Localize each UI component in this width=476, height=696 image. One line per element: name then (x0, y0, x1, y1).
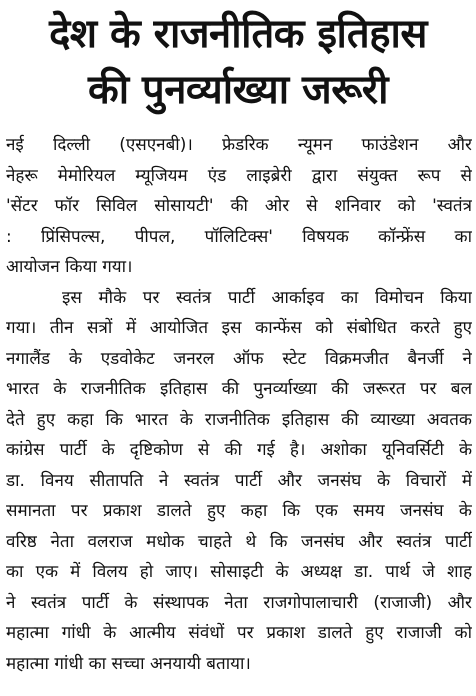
article-line: इस मौके पर स्वतंत्र पार्टी आर्काइव का विमोचन किया (62, 287, 472, 308)
article-line: भारत के राजनीतिक इतिहास की पुनर्व्याख्या की जरूरत पर बल (6, 379, 472, 399)
headline-line-2: की पुनर्व्याख्या जरूरी (87, 67, 389, 113)
article-line: वरिष्ठ नेता वलराज मधोक चाहते थे कि जनसंघ और स्वतंत्र पार्टी (6, 531, 472, 552)
article-line: आयोजन किया गया। (6, 257, 133, 277)
article-body (6, 130, 472, 679)
article-line: : प्रिंसिपल्स, पीपल, पॉलिटिक्स' विषयक कॉन्फ्रेंस का (6, 226, 472, 247)
article-line: नेहरू मेमोरियल म्यूजियम एंड लाइब्रेरी द्वारा संयुक्त रूप से (6, 165, 472, 186)
article-line: डा. विनय सीतापति ने स्वतंत्र पार्टी और जनसंघ के विचारों में (6, 470, 472, 491)
article-line: 'सेंटर फॉर सिविल सोसायटी' की ओर से शनिवार को 'स्वतंत्र (6, 196, 472, 216)
article-line: ने स्वतंत्र पार्टी के संस्थापक नेता राजगोपालाचारी (राजाजी) और (6, 592, 472, 613)
headline (0, 0, 476, 118)
article-line: समानता पर प्रकाश डालते हुए कहा कि एक समय जनसंघ के (6, 501, 472, 521)
article-line: नई दिल्ली (एसएनबी)। फ्रेडरिक न्यूमन फाउंडेशन और (6, 135, 472, 155)
headline-line-1: देश के राजनीतिक इतिहास (49, 11, 427, 57)
article-line: कांग्रेस पार्टी के दृष्टिकोण से की गई है। अशोका यूनिवर्सिटी के (6, 440, 472, 460)
article-line: महात्मा गांधी का सच्चा अनयायी बताया। (6, 653, 251, 674)
article-line: गया। तीन सत्रों में आयोजित इस कान्फेंस को संबोधित करते हुए (6, 318, 472, 338)
article-line: नगालैंड के एडवोकेट जनरल ऑफ स्टेट विक्रमजीत बैनर्जी ने (6, 348, 472, 369)
article-line: महात्मा गांधी के आत्मीय संवंधों पर प्रकाश डालते हुए राजाजी को (6, 623, 472, 643)
article-line: देते हुए कहा कि भारत के राजनीतिक इतिहास की व्याख्या अवतक (6, 409, 472, 430)
article-line: का एक में विलय हो जाए। सोसाइटी के अध्यक्ष डा. पार्थ जे शाह (6, 562, 472, 582)
